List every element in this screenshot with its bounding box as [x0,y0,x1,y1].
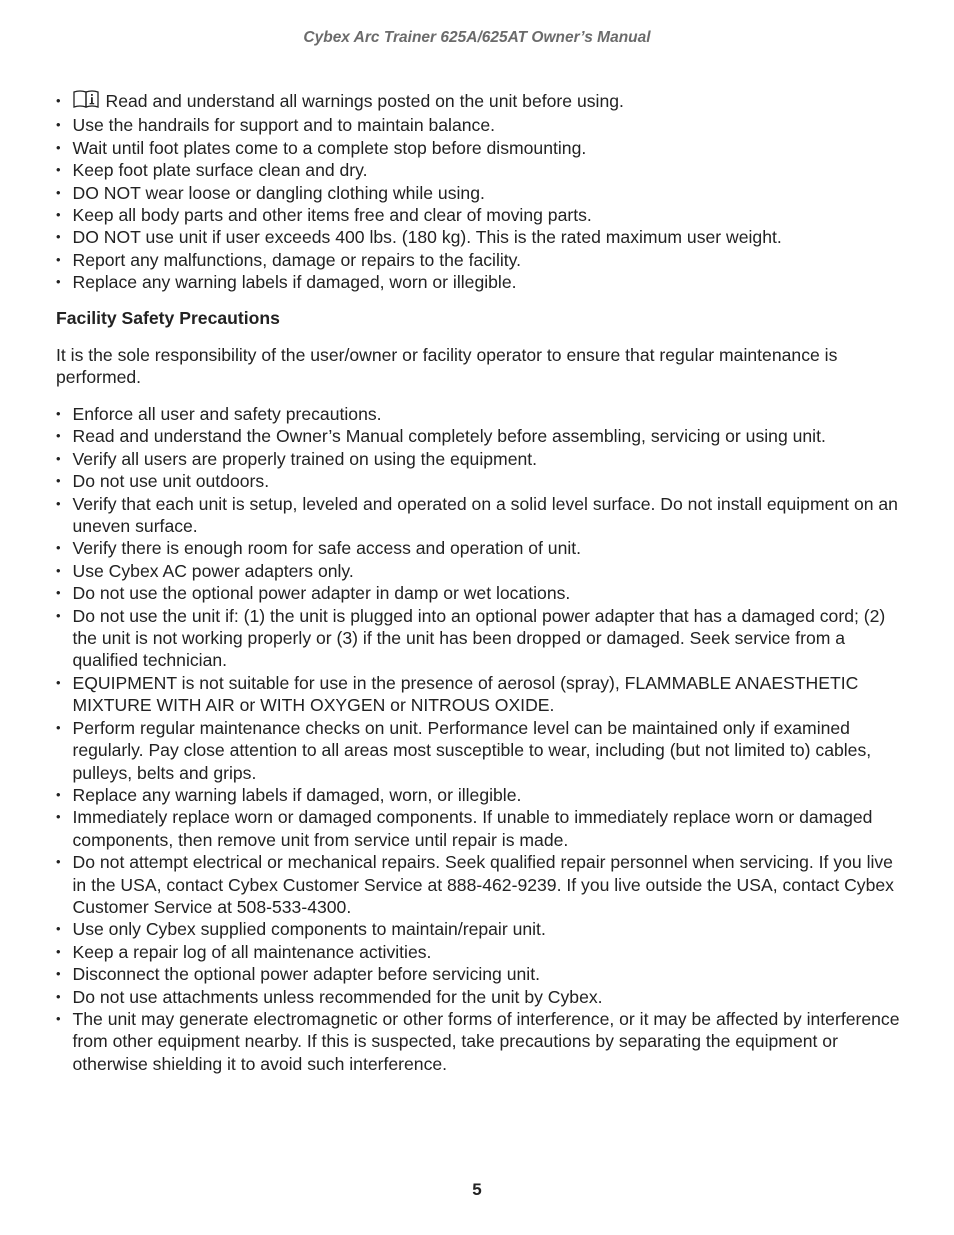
list-item [56,672,906,717]
bullet: • [56,607,61,623]
section-heading: Facility Safety Precautions [56,308,280,328]
list-item [56,851,906,918]
list-item-text: Do not use attachments unless recommended for the unit by Cybex. [72,986,603,1007]
bullet: • [56,495,61,511]
list-item-text: Verify that each unit is setup, leveled and operated on a solid level surface. Do not install equipment on an uneven surface. [72,493,898,537]
list-item [56,271,906,293]
list-item [56,560,906,582]
list-item [56,806,906,851]
bullet: • [56,139,61,155]
list-item [56,448,906,470]
list-item [56,114,906,136]
list-item-text: Do not use unit outdoors. [72,471,270,492]
list-item-text: Immediately replace worn or damaged components. If unable to immediately replace worn or damaged components, then remove unit from service until repair is made. [72,807,873,850]
list-item [56,137,906,159]
list-item [56,1008,906,1075]
list-item [56,582,906,604]
bullet: • [56,719,61,735]
bullet: • [56,988,61,1004]
bullet: • [56,674,61,690]
list-item-text: Keep foot plate surface clean and dry. [72,160,368,181]
bullet: • [56,229,61,245]
list-item [56,425,906,447]
bullet: • [56,207,61,223]
list-item [56,226,906,248]
bullet: • [56,274,61,290]
list-item-text: The unit may generate electromagnetic or other forms of interference, or it may be affected by interference from other equipment nearby. If this is suspected, take precautions by separating the equipment or otherwise shielding it to avoid such interference. [72,1008,900,1074]
facility-safety-list [56,403,906,1075]
list-item [56,537,906,559]
list-item [56,717,906,784]
list-item-text: Do not use the unit if: (1) the unit is plugged into an optional power adapter that has a damaged cord; (2) the unit is not working properly or (3) if the unit has been dropped or damaged. Seek service from a qualified technician. [72,605,886,671]
list-item-text: Perform regular maintenance checks on unit. Performance level can be maintained only if examined regularly. Pay close attention to all areas most susceptible to wear, including (but not limited to) cables, pulleys, belts and grips. [72,717,872,783]
list-item [56,605,906,672]
list-item [56,159,906,181]
bullet: • [56,251,61,267]
list-item-text: Do not use the optional power adapter in damp or wet locations. [72,583,571,604]
list-item-text: Do not attempt electrical or mechanical repairs. Seek qualified repair personnel when servicing. If you live in the USA, contact Cybex Customer Service at 888-462-9239. If you live outside the USA, contact Cybex Customer Service at 508-533-4300. [72,852,894,917]
bullet: • [56,562,61,578]
list-item-text: Report any malfunctions, damage or repairs to the facility. [72,249,522,270]
list-item-text: Enforce all user and safety precautions. [72,404,382,424]
bullet: • [56,943,61,959]
list-item [56,918,906,940]
bullet: • [56,117,61,133]
bullet: • [56,1010,61,1026]
list-item [56,204,906,226]
bullet: • [56,585,61,601]
bullet: • [56,921,61,937]
bullet: • [56,786,61,802]
list-item [56,182,906,204]
list-item-text: Keep all body parts and other items free and clear of moving parts. [72,205,592,226]
bullet: • [56,809,61,825]
list-item-text: Disconnect the optional power adapter before servicing unit. [72,964,540,985]
list-item-text: DO NOT wear loose or dangling clothing while using. [72,182,485,203]
list-item-text: Use Cybex AC power adapters only. [72,560,354,581]
list-item-text: Verify there is enough room for safe access and operation of unit. [72,538,582,559]
list-item [56,90,906,114]
list-item-text: Read and understand all warnings posted on the unit before using. [105,91,624,111]
bullet: • [56,93,61,108]
list-item [56,963,906,985]
list-item [56,784,906,806]
list-item [56,403,906,425]
manual-book-icon [73,90,100,114]
list-item-text: Read and understand the Owner’s Manual completely before assembling, servicing or using unit. [72,426,826,447]
list-item-text: DO NOT use unit if user exceeds 400 lbs. (180 kg). This is the rated maximum user weight. [72,227,782,248]
user-safety-list [56,90,906,294]
list-item-text: EQUIPMENT is not suitable for use in the presence of aerosol (spray), FLAMMABLE ANAESTHETIC MIXTURE WITH AIR or WITH OXYGEN or NITROUS OXIDE. [72,672,859,716]
list-item-text: Replace any warning labels if damaged, worn or illegible. [72,272,517,293]
bullet: • [56,540,61,556]
list-item-text: Keep a repair log of all maintenance activities. [72,941,432,962]
bullet: • [56,406,61,421]
list-item [56,493,906,538]
bullet: • [56,854,61,870]
list-item [56,941,906,963]
bullet: • [56,966,61,982]
list-item-text: Use only Cybex supplied components to maintain/repair unit. [72,919,546,940]
list-item-text: Verify all users are properly trained on using the equipment. [72,448,538,469]
bullet: • [56,450,61,466]
list-item [56,249,906,271]
intro-paragraph: It is the sole responsibility of the user/owner or facility operator to ensure that regular maintenance is performed. [56,345,838,388]
list-item [56,470,906,492]
page-number: 5 [472,1180,482,1199]
bullet: • [56,184,61,200]
list-item [56,986,906,1008]
list-item-text: Replace any warning labels if damaged, worn, or illegible. [72,784,522,805]
bullet: • [56,162,61,178]
bullet: • [56,473,61,489]
bullet: • [56,428,61,444]
running-header: Cybex Arc Trainer 625A/625AT Owner’s Manual [303,29,651,46]
list-item-text: Wait until foot plates come to a complete stop before dismounting. [72,137,587,158]
list-item-text: Use the handrails for support and to maintain balance. [72,115,496,136]
